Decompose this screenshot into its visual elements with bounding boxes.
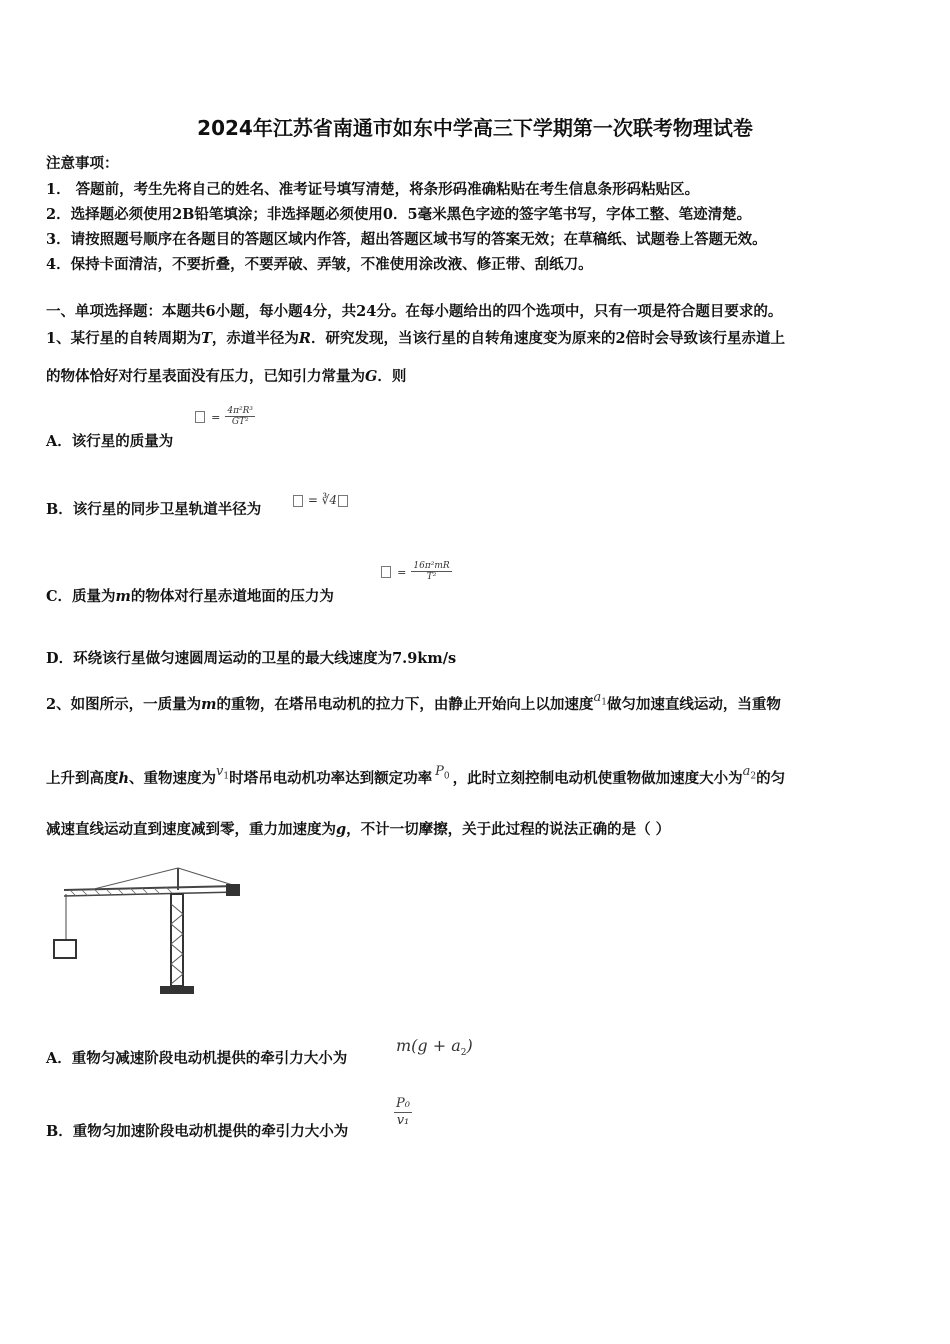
notice-heading: 注意事项： (46, 155, 119, 172)
page-title: 2024年江苏省南通市如东中学高三下学期第一次联考物理试卷 (197, 116, 753, 140)
q2-stem-line3: 减速直线运动直到速度减到零，重力加速度为g，不计一切摩擦，关于此过程的说法正确的是（ ） (46, 821, 671, 838)
q1-option-b: B．该行星的同步卫星轨道半径为 (46, 501, 262, 518)
fraction: $\frac{\text{P₀}}{\text{v₁}}$ (396, 1096, 410, 1128)
q2-option-b-formula (394, 1096, 412, 1129)
unknown-glyph-box (381, 566, 391, 578)
notice-item-1: 1． 答题前，考生先将自己的姓名、准考证号填写清楚，将条形码准确粘贴在考生信息条形码粘贴区。 (46, 181, 700, 198)
fraction: $\frac{\text{4π²R³}}{\text{GT²}}$ (227, 406, 254, 427)
section-heading: 一、单项选择题：本题共6小题，每小题4分，共24分。在每小题给出的四个选项中，只有一项是符合题目要求的。 (46, 303, 783, 320)
q1-option-a-formula: = $\frac{\text{4π²R³}}{\text{GT²}}$ (194, 406, 255, 427)
q1-option-c: C．质量为m的物体对行星赤道地面的压力为 (46, 588, 334, 605)
unknown-glyph-box (338, 495, 348, 507)
notice-item-3: 3．请按照题号顺序在各题目的答题区域内作答，超出答题区域书写的答案无效；在草稿纸、试题卷上答题无效。 (46, 231, 767, 248)
q2-stem-line2: 上升到高度h、重物速度为$v_1$时塔吊电动机功率达到额定功率 $P_0$ ，此时立刻控制电动机使重物做加速度大小为$a_2$的匀 (46, 764, 786, 787)
q1-stem-line2: 的物体恰好对行星表面没有压力，已知引力常量为G．则 (46, 368, 407, 385)
q2-option-b: B．重物匀加速阶段电动机提供的牵引力大小为 (46, 1123, 349, 1140)
q2-stem-line1: 2、如图所示，一质量为m的重物，在塔吊电动机的拉力下，由静止开始向上以加速度$a_1$做匀加速直线运动，当重物 (46, 690, 781, 713)
tower-crane-figure (50, 858, 250, 998)
q1-option-c-formula: = $\frac{\text{16π²mR}}{\text{T²}}$ (380, 561, 452, 582)
q1-option-b-formula: = ∛4 (292, 493, 349, 507)
q1-option-a: A．该行星的质量为 (46, 433, 174, 450)
notice-item-4: 4．保持卡面清洁，不要折叠，不要弄破、弄皱，不准使用涂改液、修正带、刮纸刀。 (46, 256, 593, 273)
unknown-glyph-box (195, 411, 205, 423)
unknown-glyph-box (293, 495, 303, 507)
q1-stem-line1: 1、某行星的自转周期为T，赤道半径为R．研究发现，当该行星的自转角速度变为原来的2倍时会导致该行星赤道上 (46, 330, 786, 347)
q1-option-d: D．环绕该行星做匀速圆周运动的卫星的最大线速度为7.9km/s (46, 650, 457, 667)
q2-option-a: A．重物匀减速阶段电动机提供的牵引力大小为 (46, 1050, 348, 1067)
q2-option-a-formula: $m(g + a_2)$ (396, 1036, 473, 1059)
fraction: $\frac{\text{16π²mR}}{\text{T²}}$ (413, 561, 450, 582)
notice-item-2: 2．选择题必须使用2B铅笔填涂；非选择题必须使用0．5毫米黑色字迹的签字笔书写，字体工整、笔迹清楚。 (46, 206, 752, 223)
